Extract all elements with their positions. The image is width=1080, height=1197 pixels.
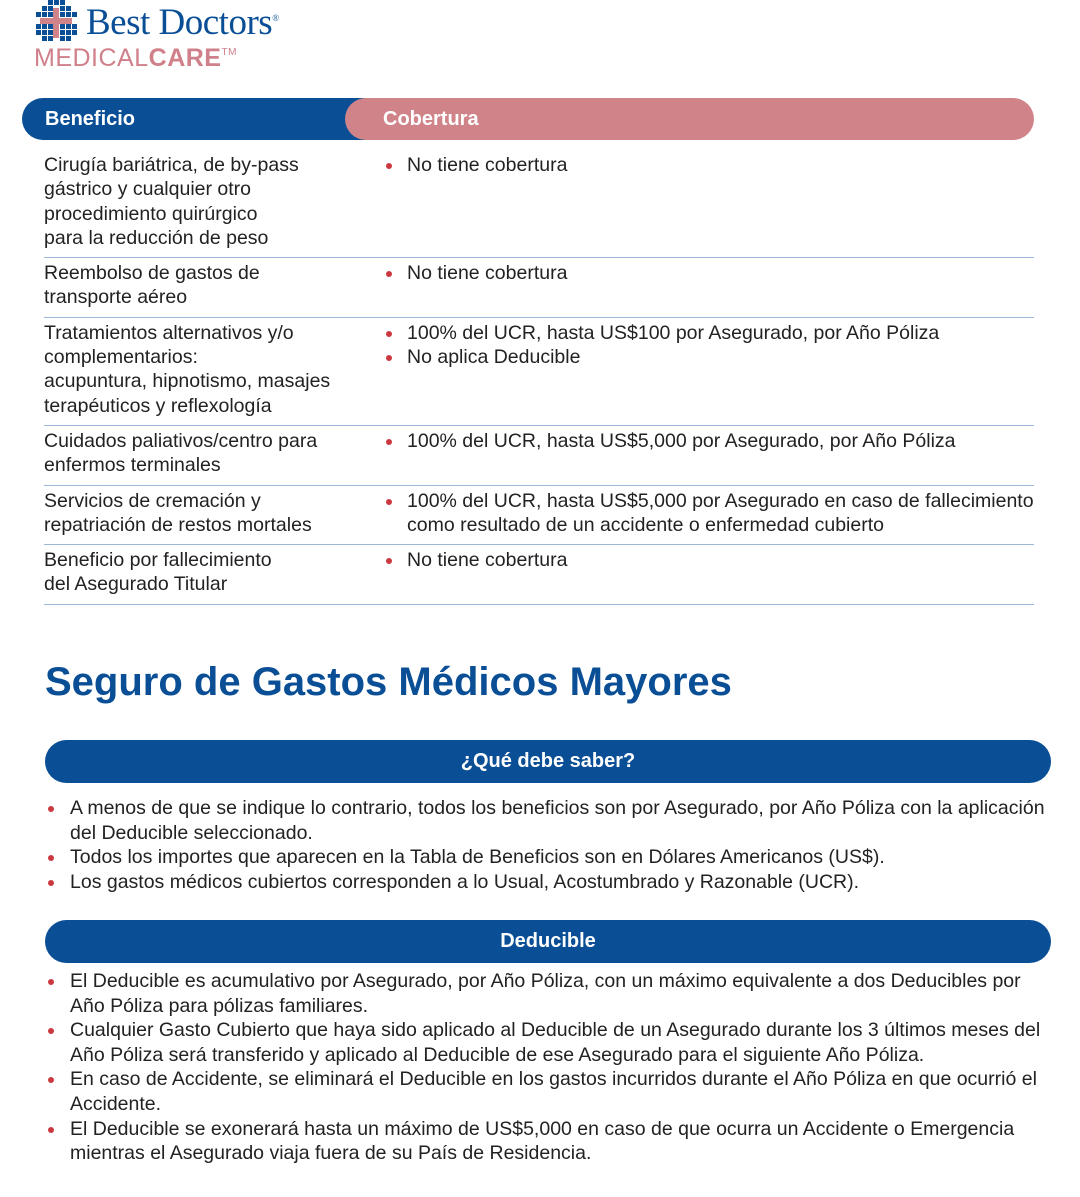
- benefit-line: transporte aéreo: [44, 286, 188, 309]
- benefit-cell: [44, 321, 384, 418]
- list-item: En caso de Accidente, se eliminará el Deducible en los gastos incurridos durante el Año Póliza en que ocurrió el Accidente.: [45, 1067, 1055, 1116]
- benefits-table-header: [22, 98, 1034, 140]
- list-item: Cualquier Gasto Cubierto que haya sido aplicado al Deducible de un Asegurado durante los 3 últimos meses del Año Póliza será transferido y aplicado al Deducible de ese Asegurado para el siguiente Año Póliza.: [45, 1018, 1055, 1067]
- benefit-line: Tratamientos alternativos y/o: [44, 321, 294, 344]
- coverage-cell: [384, 261, 1034, 310]
- que-debe-saber-list: [45, 796, 1055, 894]
- list-item: El Deducible es acumulativo por Asegurado, por Año Póliza, con un máximo equivalente a dos Deducibles por Año Póliza para pólizas familiares.: [45, 969, 1055, 1018]
- table-row: [44, 150, 1034, 258]
- coverage-item: 100% del UCR, hasta US$5,000 por Asegurado, por Año Póliza: [384, 429, 1034, 453]
- list-item: El Deducible se exonerará hasta un máximo de US$5,000 en caso de que ocurra un Accidente o Emergencia mientras el Asegurado viaja fuera de su País de Residencia.: [45, 1117, 1055, 1166]
- benefit-line: procedimiento quirúrgico: [44, 202, 258, 225]
- list-item: Los gastos médicos cubiertos corresponden a lo Usual, Acostumbrado y Razonable (UCR).: [45, 870, 1055, 895]
- coverage-item: No tiene cobertura: [384, 261, 1034, 285]
- coverage-item: No tiene cobertura: [384, 153, 1034, 177]
- table-row: [44, 486, 1034, 546]
- benefit-line: enfermos terminales: [44, 454, 221, 477]
- que-debe-saber-heading: ¿Qué debe saber?: [45, 740, 1051, 783]
- benefit-line: Cuidados paliativos/centro para: [44, 429, 318, 452]
- logo-subtitle: MEDICALCARE™: [34, 44, 237, 72]
- coverage-cell: [384, 429, 1034, 478]
- benefit-cell: [44, 261, 384, 310]
- benefit-cell: [44, 548, 384, 597]
- list-item: Todos los importes que aparecen en la Tabla de Beneficios son en Dólares Americanos (US$).: [45, 845, 1055, 870]
- benefit-line: repatriación de restos mortales: [44, 513, 312, 536]
- table-row: [44, 258, 1034, 318]
- table-row: [44, 318, 1034, 426]
- coverage-cell: [384, 153, 1034, 250]
- list-item: A menos de que se indique lo contrario, todos los beneficios son por Asegurado, por Año Póliza con la aplicación del Deducible seleccionado.: [45, 796, 1055, 845]
- deducible-list: [45, 969, 1055, 1166]
- header-coverage: Cobertura: [345, 98, 1034, 140]
- header-benefit: Beneficio: [22, 98, 412, 140]
- benefit-line: del Asegurado Titular: [44, 573, 228, 596]
- benefit-line: gástrico y cualquier otro: [44, 178, 252, 201]
- logo-wordmark: Best Doctors®: [86, 2, 279, 43]
- benefit-line: Cirugía bariátrica, de by-pass: [44, 154, 299, 176]
- best-doctors-logo: [34, 0, 314, 72]
- coverage-cell: [384, 548, 1034, 597]
- benefits-table-body: [44, 150, 1034, 605]
- table-row: [44, 545, 1034, 605]
- coverage-item: No aplica Deducible: [384, 345, 1034, 369]
- benefit-cell: [44, 153, 384, 250]
- coverage-item: No tiene cobertura: [384, 548, 1034, 572]
- coverage-item: 100% del UCR, hasta US$5,000 por Asegurado en caso de fallecimiento como resultado de un accidente o enfermedad cubierto: [384, 489, 1034, 538]
- table-row: [44, 426, 1034, 486]
- coverage-cell: [384, 489, 1034, 538]
- benefit-line: para la reducción de peso: [44, 226, 269, 249]
- benefit-cell: [44, 489, 384, 538]
- section-title: Seguro de Gastos Médicos Mayores: [45, 660, 732, 704]
- coverage-cell: [384, 321, 1034, 418]
- benefit-cell: [44, 429, 384, 478]
- benefit-line: acupuntura, hipnotismo, masajes: [44, 370, 331, 393]
- benefit-line: Reembolso de gastos de: [44, 262, 260, 285]
- coverage-item: 100% del UCR, hasta US$100 por Asegurado, por Año Póliza: [384, 321, 1034, 345]
- benefit-line: terapéuticos y reflexología: [44, 394, 272, 417]
- benefit-line: Beneficio por fallecimiento: [44, 549, 272, 572]
- deducible-heading: Deducible: [45, 920, 1051, 963]
- cross-grid-icon: [34, 0, 78, 44]
- benefit-line: complementarios:: [44, 346, 198, 369]
- benefit-line: Servicios de cremación y: [44, 489, 261, 512]
